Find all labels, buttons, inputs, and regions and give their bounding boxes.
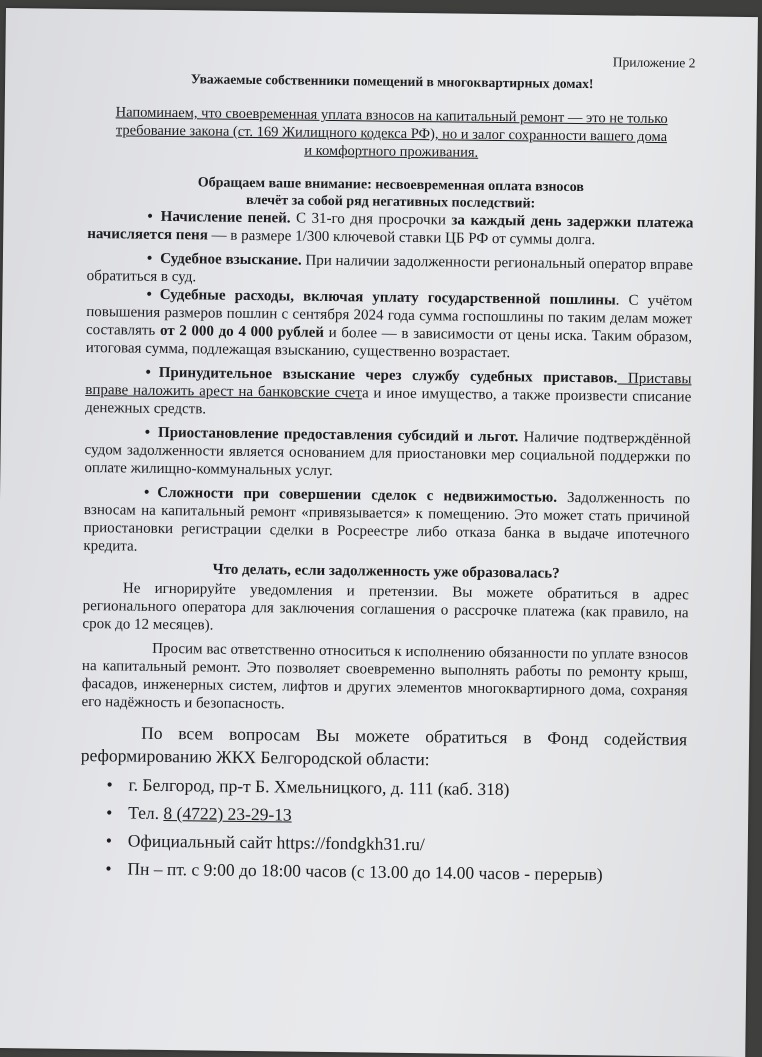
address-text: г. Белгород, пр-т Б. Хмельницкого, д. 111 (каб. 318) bbox=[128, 774, 510, 800]
consequence-item-subsidies bbox=[84, 423, 691, 484]
bullet bbox=[84, 484, 144, 501]
appendix-label: Приложение 2 bbox=[612, 54, 696, 71]
consequence-item-real-estate bbox=[83, 483, 690, 562]
contact-address bbox=[106, 773, 686, 803]
bullet bbox=[87, 208, 147, 225]
bullet-dot: • bbox=[145, 364, 151, 381]
bullet-dot: • bbox=[105, 858, 112, 879]
contacts-section bbox=[79, 721, 687, 887]
document-body bbox=[79, 47, 695, 892]
request-paragraph: Просим вас ответственно относиться к исполнению обязанности по уплате взносов на капитальный ремонт. Это позволяет своевременно выполнять работы по ремонту крыш, фасадов, инженерных систем, лифтов и других элементов многоквартирного дома, сохраняя его надёжность и безопасность. bbox=[81, 640, 689, 713]
phone-number: 8 (4722) 23-29-13 bbox=[163, 802, 292, 825]
item-text: а и иное имущество, а также произвести списание денежных средств. bbox=[85, 385, 692, 418]
item-text: При наличии задолженности региональный оператор вправе обратиться в суд. bbox=[86, 252, 694, 286]
item-text: Задолженность по взносам на капитальный ремонт «привязывается» к помещению. Это может стать причиной приостановки регистрации сделки в Росреестре либо отказа банка в выдаче ипотечного кредита. bbox=[83, 489, 691, 555]
site-text: Официальный сайт https://fondgkh31.ru/ bbox=[127, 830, 425, 855]
bullet-dot: • bbox=[146, 286, 152, 303]
consequence-item-court-costs bbox=[86, 285, 693, 364]
what-to-do-heading: Что делать, если задолженность уже образовалась? bbox=[212, 561, 560, 582]
item-head: Судебное взыскание. bbox=[160, 250, 302, 269]
attention-line-1: Обращаем ваше внимание: несвоевременная оплата взносов bbox=[197, 175, 585, 196]
bullet-dot: • bbox=[146, 250, 153, 267]
item-head: Судебные расходы, включая уплату государственной пошлины bbox=[159, 286, 616, 309]
item-text: — в размере 1/300 ключевой ставки ЦБ РФ от суммы долга. bbox=[207, 227, 596, 249]
phone-label: Тел. bbox=[128, 802, 164, 823]
bullet bbox=[86, 286, 146, 303]
item-text: . С учётом повышения размеров пошлин с сентября 2024 года сумма госпошлины по таким делам может составлять bbox=[85, 292, 693, 339]
bullet-dot: • bbox=[106, 774, 113, 795]
paper-sheet bbox=[0, 8, 758, 1057]
item-head: Начисление пеней. bbox=[160, 208, 291, 227]
contacts-intro: По всем вопросам Вы можете обратиться в Фонд содействия реформированию ЖКХ Белгородской области: bbox=[80, 722, 688, 770]
contact-site bbox=[106, 829, 686, 859]
contact-phone bbox=[106, 801, 686, 831]
bullet bbox=[87, 250, 147, 267]
item-head: Сложности при совершении сделок с недвижимостью. bbox=[157, 484, 558, 506]
item-text: Наличие подтверждённой судом задолженности является основанием для приостановки мер социальной поддержки по оплате жилищно-коммунальных услуг. bbox=[84, 429, 691, 480]
item-text: С 31-го дня просрочки bbox=[290, 210, 452, 229]
item-bold-text: от 2 000 до 4 000 рублей bbox=[159, 322, 325, 341]
item-bold-text: за каждый день задержки платежа начисляется пеня bbox=[87, 212, 694, 244]
item-text: и более — в зависимости от цены иска. Таким образом, итоговая сумма, подлежащая взысканию, существенно возрастает. bbox=[85, 324, 693, 362]
what-to-do-paragraph: Не игнорируйте уведомления и претензии. Вы можете обратиться в адрес регионального оператора для заключения соглашения о рассрочке платежа (как правило, на срок до 12 месяцев). bbox=[82, 580, 689, 634]
attention-line-2: влечёт за собой ряд негативных последствий: bbox=[245, 192, 536, 212]
bullet bbox=[85, 364, 145, 381]
item-head: Принудительное взыскание через службу судебных приставов. bbox=[158, 364, 618, 387]
reminder-paragraph: Напоминаем, что своевременная уплата взносов на капитальный ремонт — это не только требование закона (ст. 169 Жилищного кодекса РФ), но и залог сохранности вашего дома и комфортного проживания. bbox=[115, 104, 668, 161]
bullet-dot: • bbox=[105, 830, 113, 851]
bullet-dot: • bbox=[106, 802, 113, 823]
consequence-item-bailiffs bbox=[85, 363, 692, 424]
item-underlined-text: Приставы вправе наложить арест на банковские счет bbox=[85, 370, 692, 402]
bullet-dot: • bbox=[147, 208, 153, 225]
consequence-item-penalty bbox=[87, 207, 693, 250]
hours-text: Пн – пт. с 9:00 до 18:00 часов (с 13.00 до 14.00 часов - перерыв) bbox=[127, 858, 603, 885]
bullet-dot: • bbox=[143, 484, 150, 501]
item-head: Приостановление предоставления субсидий и льгот. bbox=[157, 424, 519, 446]
document-title: Уважаемые собственники помещений в многоквартирных домах! bbox=[190, 71, 594, 92]
bullet-dot: • bbox=[144, 424, 151, 441]
contacts-list bbox=[79, 773, 686, 887]
bullet bbox=[85, 424, 145, 441]
contact-hours bbox=[105, 857, 685, 887]
